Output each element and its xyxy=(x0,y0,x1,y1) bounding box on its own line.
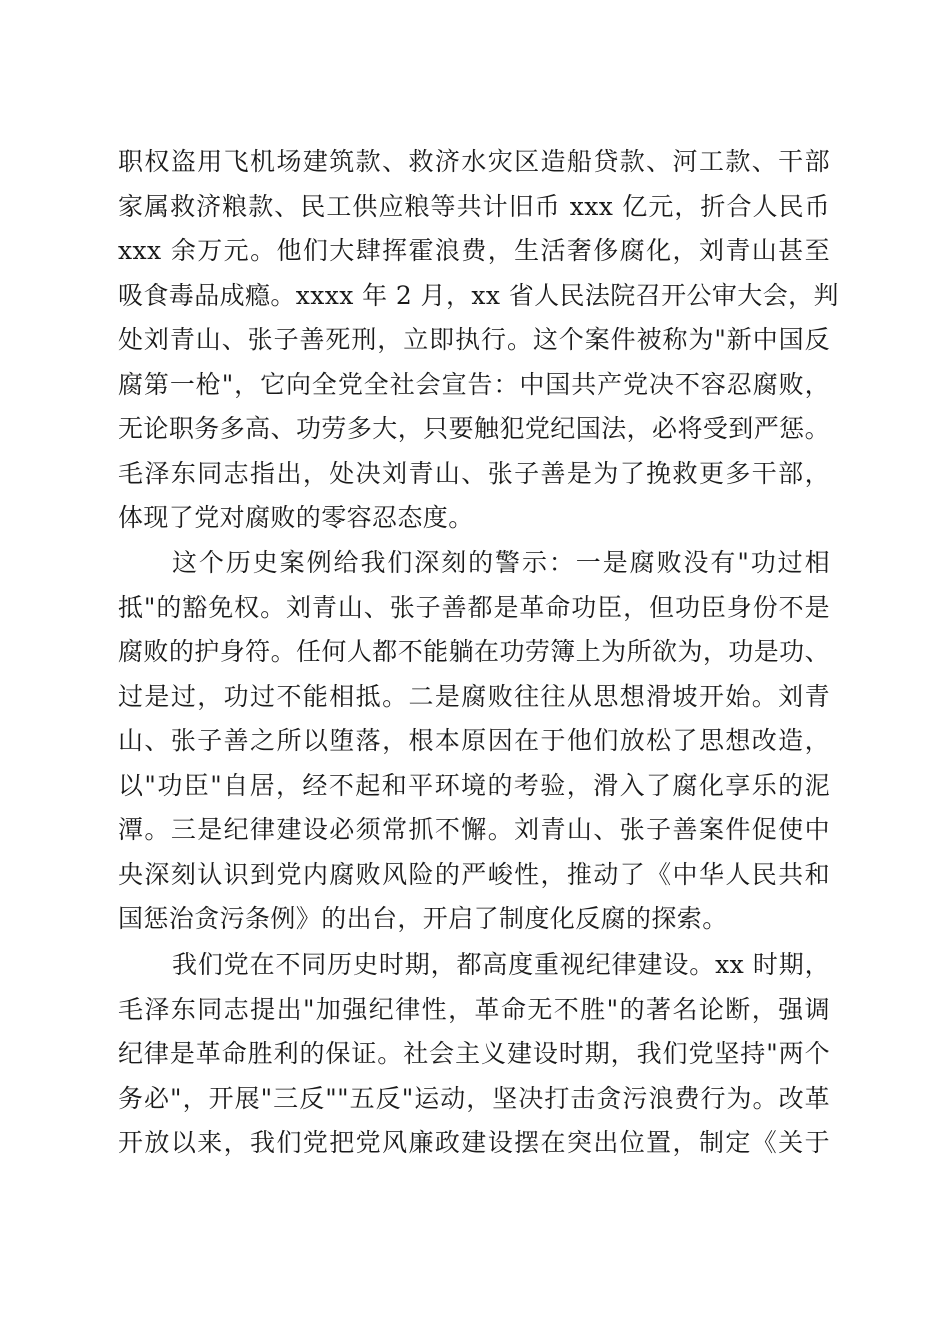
text-line: 体现了党对腐败的零容忍态度。 xyxy=(118,503,474,532)
text-line: 腐败的护身符。任何人都不能躺在功劳簿上为所欲为，功是功、 xyxy=(118,637,830,666)
text-line: 潭。三是纪律建设必须常抓不懈。刘青山、张子善案件促使中 xyxy=(118,815,830,844)
text-line: 处刘青山、张子善死刑，立即执行。这个案件被称为"新中国反 xyxy=(118,325,830,354)
text-line: 毛泽东同志提出"加强纪律性，革命无不胜"的著名论断，强调 xyxy=(118,994,830,1024)
text-line: 无论职务多高、功劳多大，只要触犯党纪国法，必将受到严惩。 xyxy=(118,414,830,443)
text-line: 纪律是革命胜利的保证。社会主义建设时期，我们党坚持"两个 xyxy=(118,1039,830,1068)
text-line: xxx 余万元。他们大肆挥霍浪费，生活奢侈腐化，刘青山甚至 xyxy=(118,236,830,265)
text-line: 开放以来，我们党把党风廉政建设摆在突出位置，制定《关于 xyxy=(118,1128,830,1157)
paragraph-discipline-history xyxy=(118,943,830,1166)
text-line: 国惩治贪污条例》的出台，开启了制度化反腐的探索。 xyxy=(118,904,728,933)
text-line: 吸食毒品成瘾。xxxx 年 2 月，xx 省人民法院召开公审大会，判 xyxy=(118,280,839,310)
text-line: 央深刻认识到党内腐败风险的严峻性，推动了《中华人民共和 xyxy=(118,859,830,889)
text-line: 抵"的豁免权。刘青山、张子善都是革命功臣，但功臣身份不是 xyxy=(118,592,830,622)
text-line: 毛泽东同志指出，处决刘青山、张子善是为了挽救更多干部， xyxy=(118,458,830,488)
text-line: 职权盗用飞机场建筑款、救济水灾区造船贷款、河工款、干部 xyxy=(118,147,830,176)
paragraph-lessons xyxy=(118,541,830,942)
text-line: 家属救济粮款、民工供应粮等共计旧币 xxx 亿元，折合人民币 xyxy=(118,191,830,221)
text-line: 我们党在不同历史时期，都高度重视纪律建设。xx 时期， xyxy=(172,950,830,979)
text-line: 过是过，功过不能相抵。二是腐败往往从思想滑坡开始。刘青 xyxy=(118,681,830,711)
text-line: 山、张子善之所以堕落，根本原因在于他们放松了思想改造， xyxy=(118,726,830,755)
text-line: 务必"，开展"三反""五反"运动，坚决打击贪污浪费行为。改革 xyxy=(118,1083,830,1113)
text-line: 这个历史案例给我们深刻的警示：一是腐败没有"功过相 xyxy=(172,548,830,577)
text-line: 腐第一枪"，它向全党全社会宣告：中国共产党决不容忍腐败， xyxy=(118,369,830,399)
paragraph-case-summary xyxy=(118,140,839,541)
text-line: 以"功臣"自居，经不起和平环境的考验，滑入了腐化享乐的泥 xyxy=(118,770,830,800)
